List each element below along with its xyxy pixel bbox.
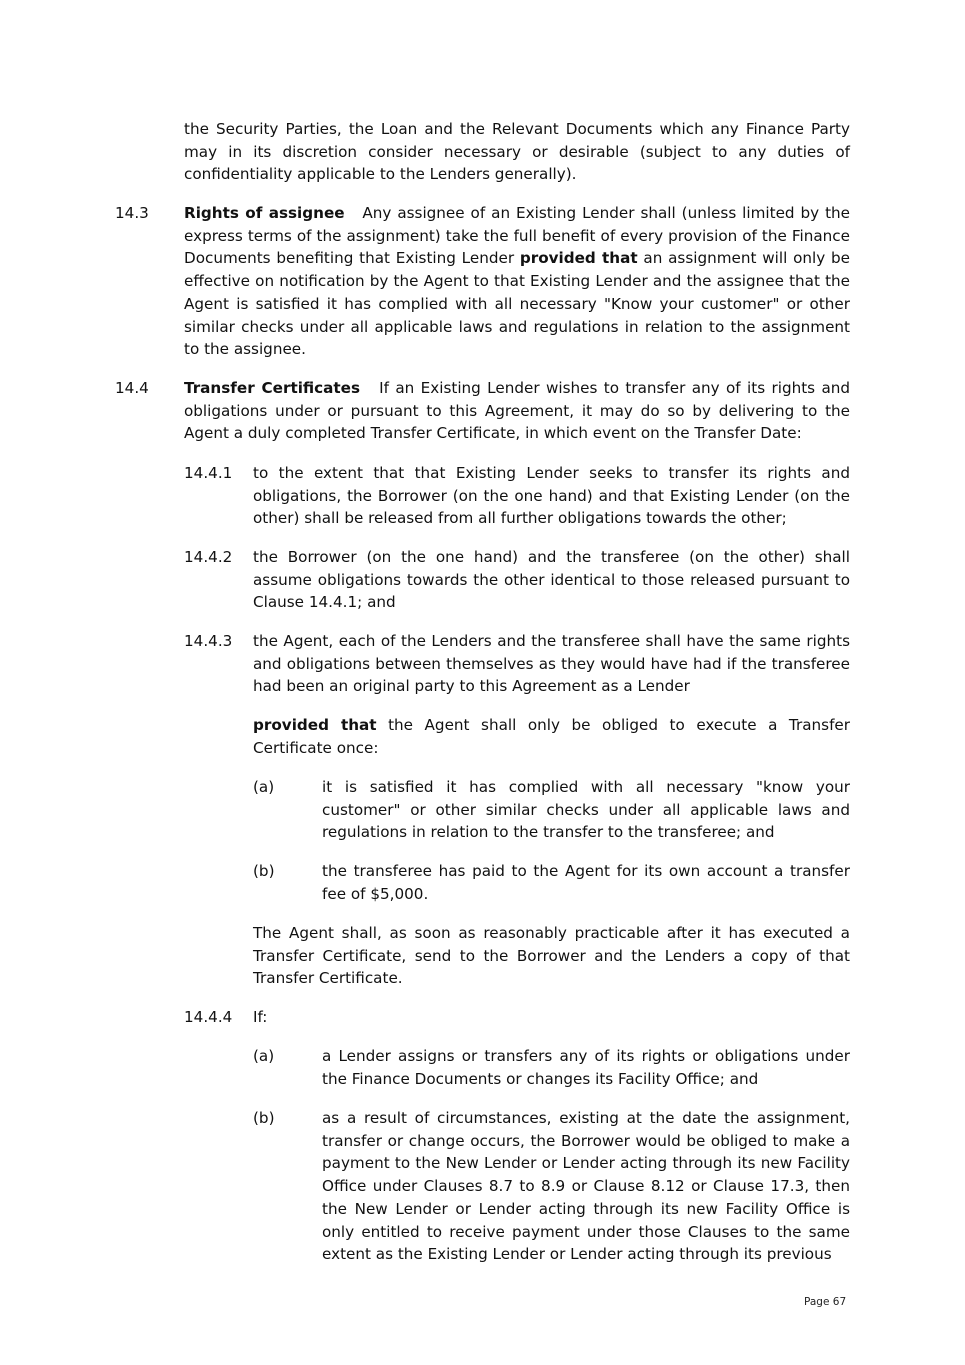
agent-paragraph: The Agent shall, as soon as reasonably practicable after it has executed a Transfer Certificate, send to the Borrower and the Lenders a copy of that Transfer Certificate. — [253, 924, 850, 988]
clause-number-14-4-4: 14.4.4 — [184, 1008, 233, 1026]
proviso-b-text: the transferee has paid to the Agent for its own account a transfer fee of $5,000. — [322, 862, 850, 903]
intro-paragraph: the Security Parties, the Loan and the Relevant Documents which any Finance Party may in its discretion consider necessary or desirable (subject to any duties of confidentiality applicable to the Lenders generally). — [184, 120, 850, 184]
if-a-text: a Lender assigns or transfers any of its rights or obligations under the Finance Documents or changes its Facility Office; and — [322, 1047, 850, 1088]
page-number: Page 67 — [804, 1296, 847, 1308]
clause-number-14-3: 14.3 — [115, 204, 149, 222]
clause-14-4-heading: Transfer Certificates — [184, 379, 361, 397]
if-b-text: as a result of circumstances, existing at the date the assignment, transfer or change occurs, the Borrower would be obliged to make a payment to the New Lender or Lender acting through its new Facility Office under Clauses 8.7 to 8.9 or Clause 8.12 or Clause 17.3, then the New Lender or Lender acting through its new Facility Office is only entitled to receive payment under those Clauses to the same extent as the Existing Lender or Lender acting through its previous — [322, 1109, 850, 1264]
clause-14-3-heading: Rights of assignee — [184, 204, 345, 222]
clause-14-4-body: If an Existing Lender wishes to transfer any of its rights and obligations under or pursuant to this Agreement, it may do so by delivering to the Agent a duly completed Transfer Certificate, in which event on the Transfer Date: — [184, 379, 851, 443]
proviso-a-text: it is satisfied it has complied with all necessary "know your customer" or other similar checks under all applicable laws and regulations in relation to the transfer to the transferee; and — [322, 778, 850, 842]
clause-number-14-4-1: 14.4.1 — [184, 464, 233, 482]
clause-14-4-2-text: the Borrower (on the one hand) and the transferee (on the other) shall assume obligations towards the other identical to those released pursuant to Clause 14.4.1; and — [253, 548, 850, 612]
proviso-body: the Agent shall only be obliged to execute a Transfer Certificate once: — [253, 716, 850, 757]
clause-14-4-text — [184, 377, 850, 445]
clause-14-4-4-text: If: — [253, 1008, 268, 1026]
clause-number-14-4-2: 14.4.2 — [184, 548, 233, 566]
clause-14-4-1-text: to the extent that that Existing Lender seeks to transfer its rights and obligations, the Borrower (on the one hand) and that Existing Lender (on the other) shall be released from all further obligations towards the other; — [253, 464, 850, 528]
clause-14-3-body-1: Any assignee of an Existing Lender shall (unless limited by the express terms of the assignment) take the full benefit of every provision of the Finance Documents benefiting that Existing Lender — [184, 204, 850, 268]
proviso-bold: provided that — [253, 716, 377, 734]
clause-14-4-3-text: the Agent, each of the Lenders and the transferee shall have the same rights and obligations between themselves as they would have had if the transferee had been an original party to this Agreement as a Lender — [253, 632, 850, 696]
clause-number-14-4: 14.4 — [115, 379, 149, 397]
proviso-a-label: (a) — [253, 778, 275, 796]
clause-14-3-proviso: provided that — [519, 249, 638, 268]
if-b-label: (b) — [253, 1109, 275, 1127]
proviso-paragraph — [253, 714, 850, 759]
clause-number-14-4-3: 14.4.3 — [184, 632, 233, 650]
proviso-b-label: (b) — [253, 862, 275, 880]
clause-14-3-text — [184, 202, 850, 361]
clause-14-3-body-2: an assignment will only be effective on notification by the Agent to that Existing Lender and the assignee that the Agent is satisfied it has complied with all necessary "Know your customer" or other similar checks under all applicable laws and regulations in relation to the assignment to the assignee. — [184, 249, 850, 359]
if-a-label: (a) — [253, 1047, 275, 1065]
